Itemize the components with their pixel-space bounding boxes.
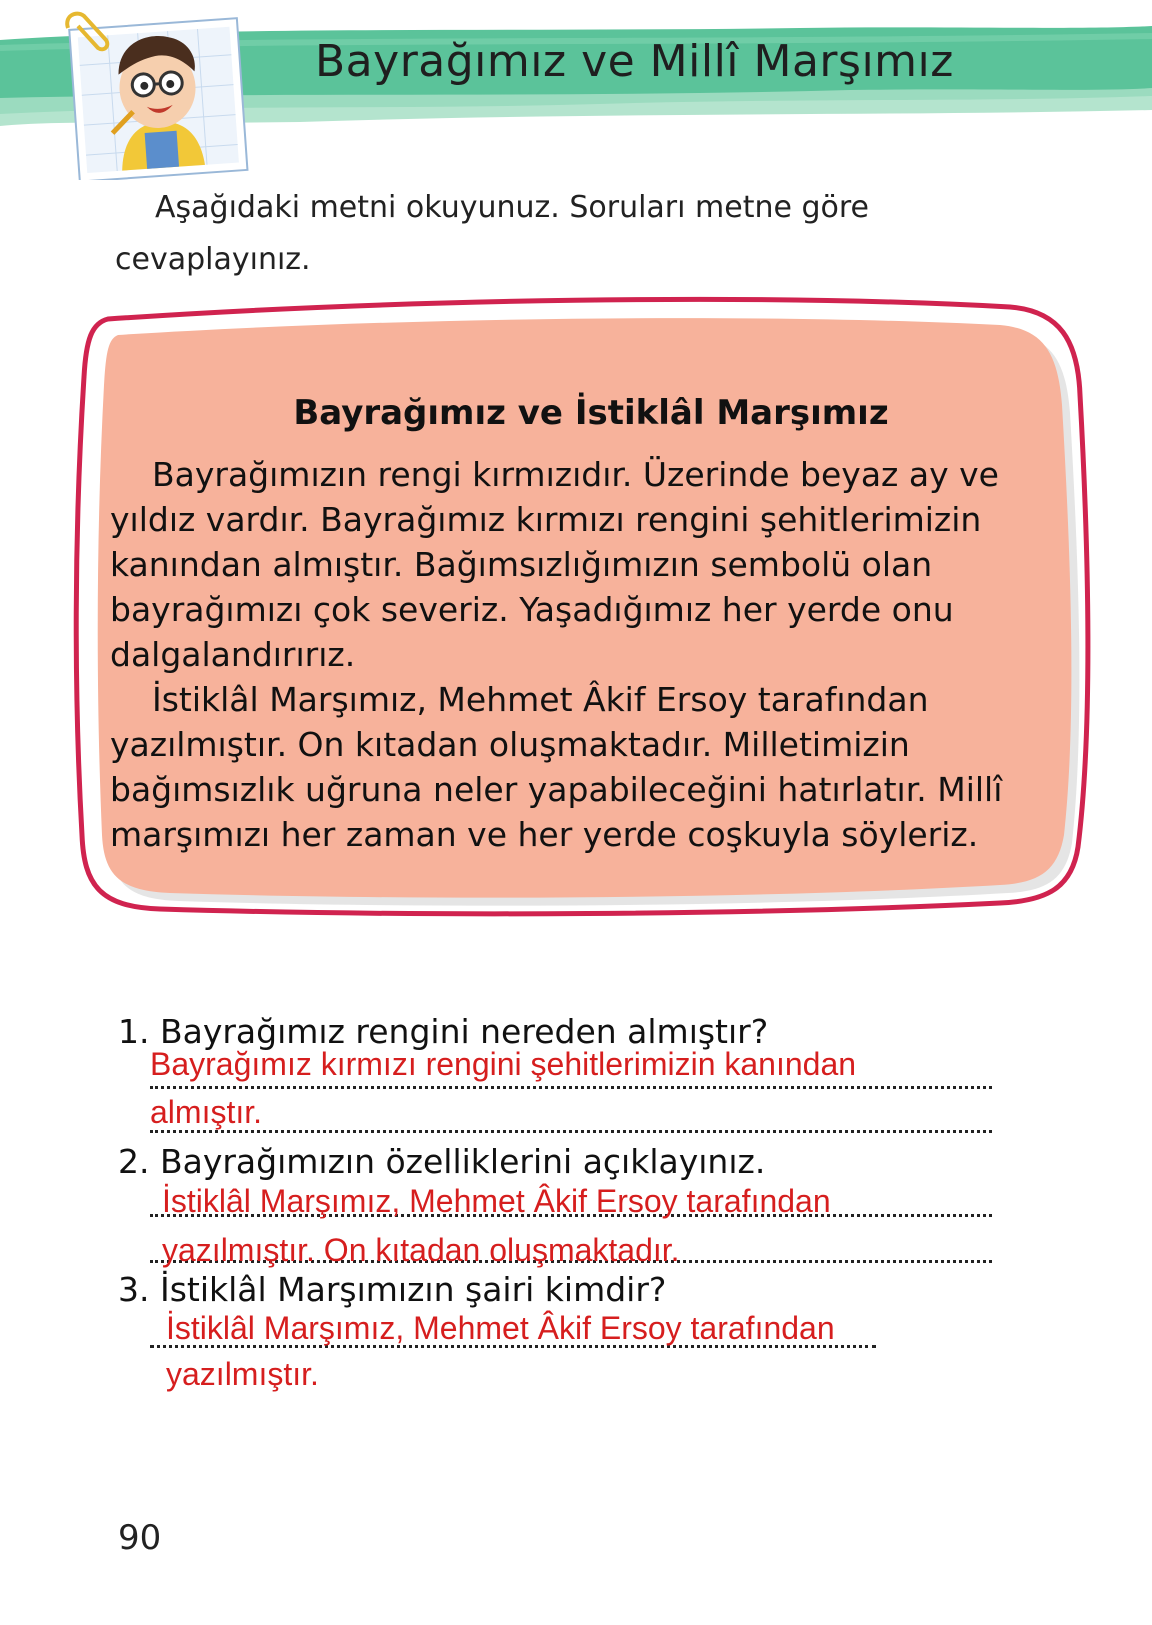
boy-illustration bbox=[62, 10, 252, 180]
answer-3-line-1: İstiklâl Marşımız, Mehmet Âkif Ersoy tarafından bbox=[166, 1310, 835, 1346]
answer-line bbox=[150, 1130, 992, 1133]
page-number: 90 bbox=[118, 1518, 162, 1558]
answer-1-line-1: Bayrağımız kırmızı rengini şehitlerimizin kanından bbox=[150, 1046, 857, 1082]
reading-paragraph: İstiklâl Marşımız, Mehmet Âkif Ersoy tarafından yazılmıştır. On kıtadan oluşmaktadır. Milletimizin bağımsızlık uğruna neler yapabileceğini hatırlatır. Millî marşımızı her zaman ve her yerde coşkuyla söyleriz. bbox=[110, 680, 1003, 854]
question-1: 1. Bayrağımız rengini nereden almıştır? bbox=[118, 1012, 769, 1051]
answer-2-line-1: İstiklâl Marşımız, Mehmet Âkif Ersoy tarafından bbox=[162, 1183, 831, 1219]
reading-title: Bayrağımız ve İstiklâl Marşımız bbox=[293, 393, 889, 433]
question-3: 3. İstiklâl Marşımızın şairi kimdir? bbox=[118, 1270, 667, 1309]
reading-paragraph: Bayrağımızın rengi kırmızıdır. Üzerinde beyaz ay ve yıldız vardır. Bayrağımız kırmızı rengini şehitlerimizin kanından almıştır. Bağımsızlığımızın sembolü olan bayrağımızı çok severiz. Yaşadığımız her yerde onu dalgalandırırız. bbox=[110, 455, 999, 674]
page-title: Bayrağımız ve Millî Marşımız bbox=[315, 36, 954, 87]
answer-line bbox=[150, 1086, 992, 1089]
answer-3-line-2: yazılmıştır. bbox=[166, 1356, 319, 1392]
answer-2-line-2: yazılmıştır. On kıtadan oluşmaktadır. bbox=[162, 1232, 680, 1268]
answer-1-line-2: almıştır. bbox=[150, 1094, 263, 1130]
reading-body bbox=[110, 452, 1060, 857]
instruction-text: Aşağıdaki metni okuyunuz. Soruları metne göre cevaplayınız. bbox=[115, 190, 869, 277]
question-2: 2. Bayrağımızın özelliklerini açıklayınız. bbox=[118, 1142, 766, 1181]
